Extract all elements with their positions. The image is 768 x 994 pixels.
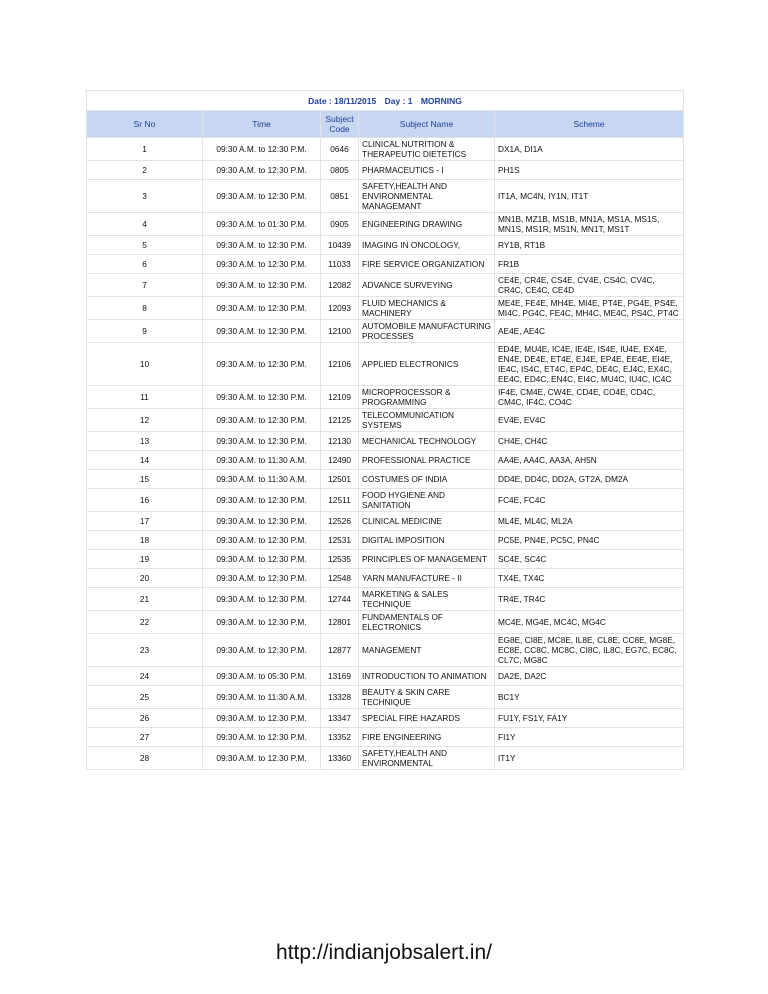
column-header-row (87, 111, 684, 138)
sr-cell: 12 (87, 409, 203, 432)
code-cell: 13347 (321, 709, 359, 728)
table-row (87, 213, 684, 236)
footer-url[interactable]: http://indianjobsalert.in/ (276, 941, 492, 964)
time-cell: 09:30 A.M. to 12:30 P.M. (203, 409, 321, 432)
scheme-cell: FU1Y, FS1Y, FA1Y (495, 709, 684, 728)
time-cell: 09:30 A.M. to 12:30 P.M. (203, 161, 321, 180)
time-cell: 09:30 A.M. to 12:30 P.M. (203, 512, 321, 531)
time-cell: 09:30 A.M. to 12:30 P.M. (203, 138, 321, 161)
scheme-cell: ML4E, ML4C, ML2A (495, 512, 684, 531)
time-cell: 09:30 A.M. to 11:30 A.M. (203, 470, 321, 489)
time-cell: 09:30 A.M. to 12:30 P.M. (203, 274, 321, 297)
column-header-sr: Sr No (87, 111, 203, 138)
table-row (87, 686, 684, 709)
scheme-cell: IF4E, CM4E, CW4E, CD4E, CO4E, CD4C, CM4C, IF4C, CO4C (495, 386, 684, 409)
table-row (87, 667, 684, 686)
exam-date: Date : 18/11/2015 (308, 95, 377, 106)
subject-name-cell: MECHANICAL TECHNOLOGY (359, 432, 495, 451)
subject-name-cell: COSTUMES OF INDIA (359, 470, 495, 489)
scheme-cell: SC4E, SC4C (495, 550, 684, 569)
exam-timetable (86, 90, 684, 770)
sr-cell: 8 (87, 297, 203, 320)
scheme-cell: ED4E, MU4E, IC4E, IE4E, IS4E, IU4E, EX4E, EN4E, DE4E, ET4E, EJ4E, EP4E, EE4E, EI4E, IE4C, IS4C, ET4C, EP4C, DE4C, EJ4C, EX4C, EE4C, ED4C, EN4C, EI4C, MU4C, IU4C, IC4C (495, 343, 684, 386)
column-header-scheme: Scheme (495, 111, 684, 138)
sr-cell: 2 (87, 161, 203, 180)
sr-cell: 22 (87, 611, 203, 634)
sr-cell: 11 (87, 386, 203, 409)
scheme-cell: MN1B, MZ1B, MS1B, MN1A, MS1A, MS1S, MN1S, MS1R, MS1N, MN1T, MS1T (495, 213, 684, 236)
time-cell: 09:30 A.M. to 12:30 P.M. (203, 386, 321, 409)
time-cell: 09:30 A.M. to 05:30 P.M. (203, 667, 321, 686)
scheme-cell: FC4E, FC4C (495, 489, 684, 512)
subject-name-cell: FUNDAMENTALS OF ELECTRONICS (359, 611, 495, 634)
scheme-cell: FI1Y (495, 728, 684, 747)
table-row (87, 297, 684, 320)
subject-name-cell: ADVANCE SURVEYING (359, 274, 495, 297)
sr-cell: 21 (87, 588, 203, 611)
time-cell: 09:30 A.M. to 12:30 P.M. (203, 550, 321, 569)
time-cell: 09:30 A.M. to 11:30 A.M. (203, 686, 321, 709)
sr-cell: 3 (87, 180, 203, 213)
code-cell: 12130 (321, 432, 359, 451)
table-row (87, 386, 684, 409)
code-cell: 13360 (321, 747, 359, 770)
scheme-cell: EG8E, CI8E, MC8E, IL8E, CL8E, CC8E, MG8E, EC8E, CC8C, MC8C, CI8C, IL8C, EG7C, EC8C, CL7C, MG8C (495, 634, 684, 667)
subject-name-cell: FLUID MECHANICS & MACHINERY (359, 297, 495, 320)
sr-cell: 10 (87, 343, 203, 386)
scheme-cell: TR4E, TR4C (495, 588, 684, 611)
code-cell: 12106 (321, 343, 359, 386)
code-cell: 12535 (321, 550, 359, 569)
sr-cell: 1 (87, 138, 203, 161)
code-cell: 12511 (321, 489, 359, 512)
table-row (87, 320, 684, 343)
time-cell: 09:30 A.M. to 12:30 P.M. (203, 255, 321, 274)
exam-day: Day : 1 (384, 95, 413, 106)
sr-cell: 17 (87, 512, 203, 531)
time-cell: 09:30 A.M. to 12:30 P.M. (203, 432, 321, 451)
time-cell: 09:30 A.M. to 12:30 P.M. (203, 709, 321, 728)
table-row (87, 236, 684, 255)
table-row (87, 138, 684, 161)
code-cell: 13169 (321, 667, 359, 686)
subject-name-cell: FIRE SERVICE ORGANIZATION (359, 255, 495, 274)
sr-cell: 9 (87, 320, 203, 343)
scheme-cell: BC1Y (495, 686, 684, 709)
subject-name-cell: MANAGEMENT (359, 634, 495, 667)
timetable-title (87, 91, 684, 111)
sr-cell: 26 (87, 709, 203, 728)
exam-session: MORNING (420, 95, 462, 106)
table-row (87, 274, 684, 297)
code-cell: 0805 (321, 161, 359, 180)
scheme-cell: AE4E, AE4C (495, 320, 684, 343)
table-row (87, 470, 684, 489)
scheme-cell: DX1A, DI1A (495, 138, 684, 161)
code-cell: 0851 (321, 180, 359, 213)
code-cell: 0905 (321, 213, 359, 236)
table-row (87, 161, 684, 180)
table-row (87, 709, 684, 728)
subject-name-cell: FOOD HYGIENE AND SANITATION (359, 489, 495, 512)
subject-name-cell: ENGINEERING DRAWING (359, 213, 495, 236)
sr-cell: 23 (87, 634, 203, 667)
subject-name-cell: IMAGING IN ONCOLOGY, (359, 236, 495, 255)
table-row (87, 180, 684, 213)
table-row (87, 409, 684, 432)
code-cell: 12744 (321, 588, 359, 611)
sr-cell: 27 (87, 728, 203, 747)
code-cell: 12548 (321, 569, 359, 588)
scheme-cell: DD4E, DD4C, DD2A, GT2A, DM2A (495, 470, 684, 489)
scheme-cell: EV4E, EV4C (495, 409, 684, 432)
table-row (87, 489, 684, 512)
scheme-cell: AA4E, AA4C, AA3A, AH5N (495, 451, 684, 470)
table-row (87, 569, 684, 588)
time-cell: 09:30 A.M. to 12:30 P.M. (203, 611, 321, 634)
scheme-cell: CE4E, CR4E, CS4E, CV4E, CS4C, CV4C, CR4C, CE4C, CE4D (495, 274, 684, 297)
time-cell: 09:30 A.M. to 12:30 P.M. (203, 747, 321, 770)
table-row (87, 432, 684, 451)
scheme-cell: CH4E, CH4C (495, 432, 684, 451)
sr-cell: 14 (87, 451, 203, 470)
table-row (87, 531, 684, 550)
subject-name-cell: DIGITAL IMPOSITION (359, 531, 495, 550)
sr-cell: 25 (87, 686, 203, 709)
scheme-cell: PC5E, PN4E, PC5C, PN4C (495, 531, 684, 550)
subject-name-cell: SPECIAL FIRE HAZARDS (359, 709, 495, 728)
code-cell: 13328 (321, 686, 359, 709)
scheme-cell: MC4E, MG4E, MC4C, MG4C (495, 611, 684, 634)
code-cell: 12093 (321, 297, 359, 320)
subject-name-cell: SAFETY,HEALTH AND ENVIRONMENTAL MANAGEMANT (359, 180, 495, 213)
sr-cell: 28 (87, 747, 203, 770)
time-cell: 09:30 A.M. to 01:30 P.M. (203, 213, 321, 236)
column-header-name: Subject Name (359, 111, 495, 138)
table-row (87, 611, 684, 634)
sr-cell: 18 (87, 531, 203, 550)
time-cell: 09:30 A.M. to 12:30 P.M. (203, 180, 321, 213)
sr-cell: 15 (87, 470, 203, 489)
subject-name-cell: INTRODUCTION TO ANIMATION (359, 667, 495, 686)
sr-cell: 19 (87, 550, 203, 569)
table-row (87, 550, 684, 569)
subject-name-cell: PHARMACEUTICS - I (359, 161, 495, 180)
time-cell: 09:30 A.M. to 12:30 P.M. (203, 320, 321, 343)
sr-cell: 13 (87, 432, 203, 451)
subject-name-cell: MICROPROCESSOR & PROGRAMMING (359, 386, 495, 409)
table-row (87, 588, 684, 611)
table-row (87, 451, 684, 470)
time-cell: 09:30 A.M. to 11:30 A.M. (203, 451, 321, 470)
subject-name-cell: PRINCIPLES OF MANAGEMENT (359, 550, 495, 569)
code-cell: 11033 (321, 255, 359, 274)
scheme-cell: DA2E, DA2C (495, 667, 684, 686)
subject-name-cell: SAFETY,HEALTH AND ENVIRONMENTAL (359, 747, 495, 770)
sr-cell: 16 (87, 489, 203, 512)
table-row (87, 512, 684, 531)
code-cell: 12531 (321, 531, 359, 550)
code-cell: 10439 (321, 236, 359, 255)
subject-name-cell: BEAUTY & SKIN CARE TECHNIQUE (359, 686, 495, 709)
time-cell: 09:30 A.M. to 12:30 P.M. (203, 343, 321, 386)
subject-name-cell: YARN MANUFACTURE - II (359, 569, 495, 588)
time-cell: 09:30 A.M. to 12:30 P.M. (203, 297, 321, 320)
scheme-cell: TX4E, TX4C (495, 569, 684, 588)
code-cell: 0646 (321, 138, 359, 161)
table-row (87, 343, 684, 386)
time-cell: 09:30 A.M. to 12:30 P.M. (203, 531, 321, 550)
code-cell: 12082 (321, 274, 359, 297)
scheme-cell: FR1B (495, 255, 684, 274)
sr-cell: 20 (87, 569, 203, 588)
time-cell: 09:30 A.M. to 12:30 P.M. (203, 634, 321, 667)
table-row (87, 634, 684, 667)
code-cell: 12125 (321, 409, 359, 432)
sr-cell: 24 (87, 667, 203, 686)
table-row (87, 255, 684, 274)
column-header-code: Subject Code (321, 111, 359, 138)
subject-name-cell: APPLIED ELECTRONICS (359, 343, 495, 386)
code-cell: 12501 (321, 470, 359, 489)
code-cell: 12877 (321, 634, 359, 667)
time-cell: 09:30 A.M. to 12:30 P.M. (203, 489, 321, 512)
sr-cell: 4 (87, 213, 203, 236)
subject-name-cell: FIRE ENGINEERING (359, 728, 495, 747)
timetable-title-row (87, 91, 684, 111)
subject-name-cell: PROFESSIONAL PRACTICE (359, 451, 495, 470)
subject-name-cell: TELECOMMUNICATION SYSTEMS (359, 409, 495, 432)
subject-name-cell: MARKETING & SALES TECHNIQUE (359, 588, 495, 611)
code-cell: 12109 (321, 386, 359, 409)
sr-cell: 6 (87, 255, 203, 274)
code-cell: 12490 (321, 451, 359, 470)
timetable-body (87, 138, 684, 770)
subject-name-cell: CLINICAL MEDICINE (359, 512, 495, 531)
time-cell: 09:30 A.M. to 12:30 P.M. (203, 236, 321, 255)
scheme-cell: ME4E, FE4E, MH4E, MI4E, PT4E, PG4E, PS4E, MI4C, PG4C, FE4C, MH4C, ME4C, PS4C, PT4C (495, 297, 684, 320)
sr-cell: 5 (87, 236, 203, 255)
column-header-time: Time (203, 111, 321, 138)
table-row (87, 728, 684, 747)
time-cell: 09:30 A.M. to 12:30 P.M. (203, 728, 321, 747)
subject-name-cell: CLINICAL NUTRITION & THERAPEUTIC DIETETICS (359, 138, 495, 161)
code-cell: 12100 (321, 320, 359, 343)
subject-name-cell: AUTOMOBILE MANUFACTURING PROCESSES (359, 320, 495, 343)
code-cell: 13352 (321, 728, 359, 747)
sr-cell: 7 (87, 274, 203, 297)
table-row (87, 747, 684, 770)
time-cell: 09:30 A.M. to 12:30 P.M. (203, 588, 321, 611)
time-cell: 09:30 A.M. to 12:30 P.M. (203, 569, 321, 588)
code-cell: 12801 (321, 611, 359, 634)
code-cell: 12526 (321, 512, 359, 531)
scheme-cell: RY1B, RT1B (495, 236, 684, 255)
scheme-cell: PH1S (495, 161, 684, 180)
scheme-cell: IT1A, MC4N, IY1N, IT1T (495, 180, 684, 213)
scheme-cell: IT1Y (495, 747, 684, 770)
